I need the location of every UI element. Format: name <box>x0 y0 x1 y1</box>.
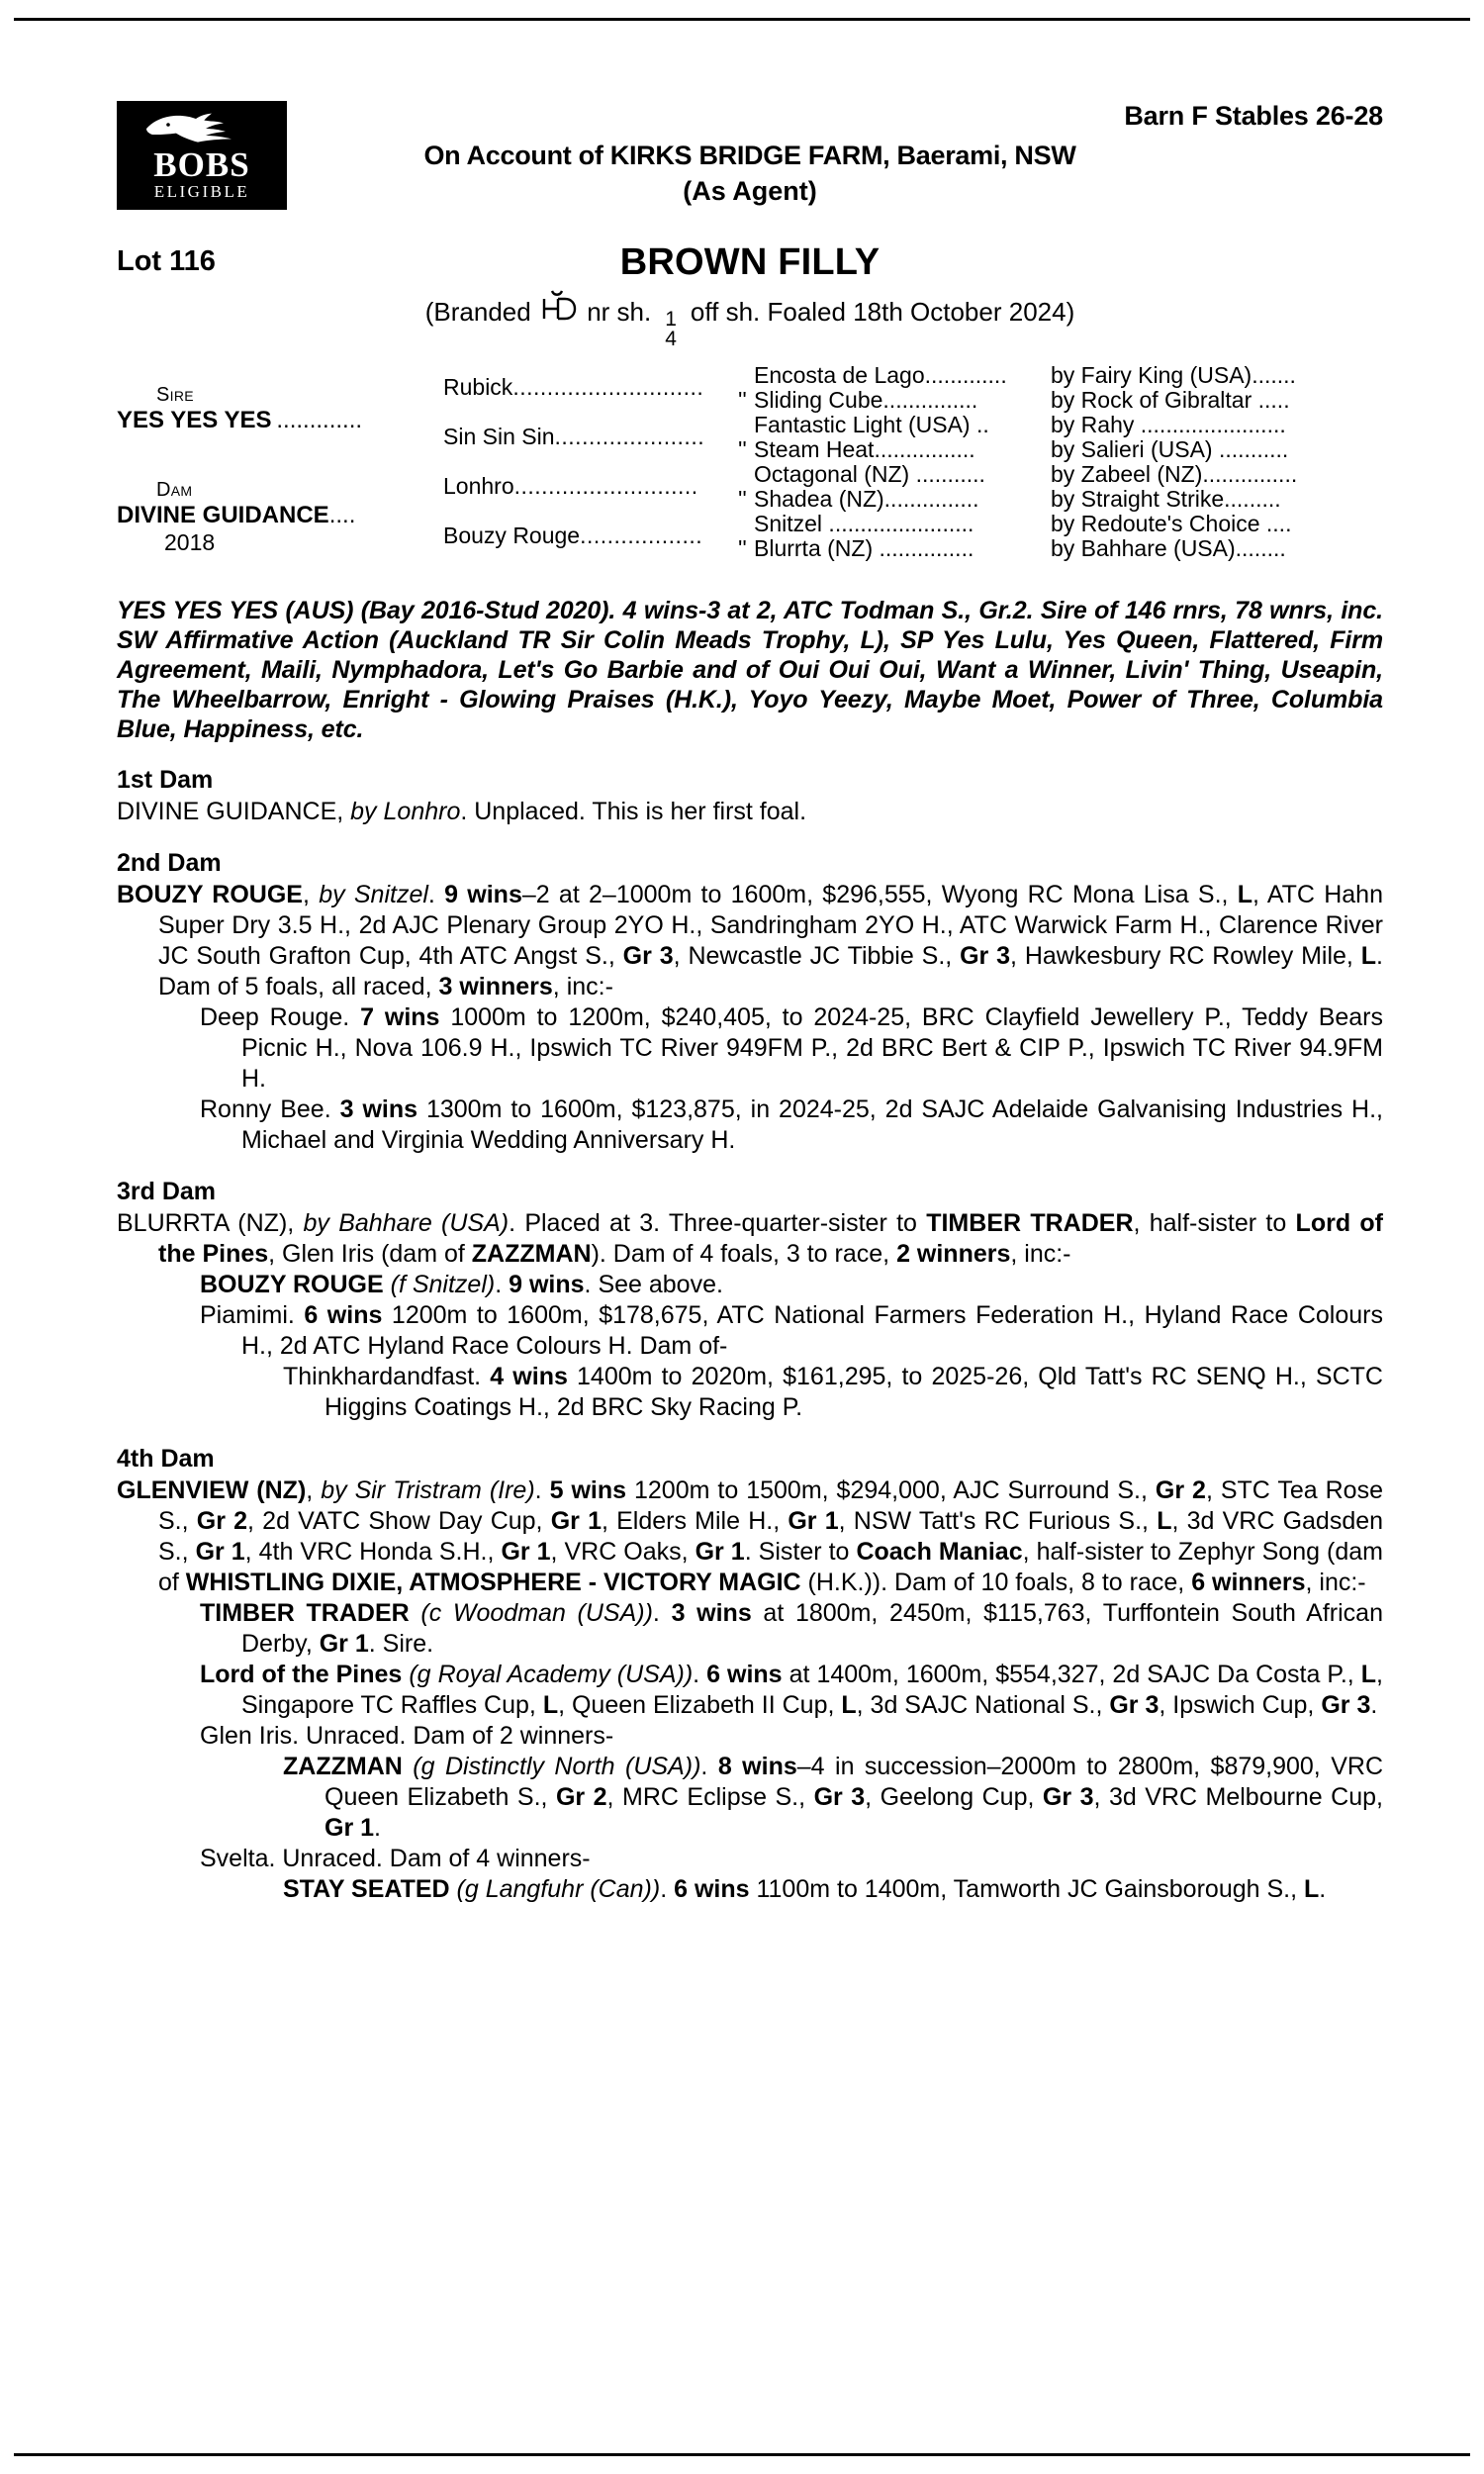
pedigree-entry: Lord of the Pines (g Royal Academy (USA)). 6 wins at 1400m, 1600m, $554,327, 2d SAJC Da Costa P., L, Singapore TC Raffles Cup, L, Queen Elizabeth II Cup, L, 3d SAJC National S., Gr 3, Ipswich Cup, Gr 3. <box>200 1661 1383 1719</box>
pedigree-gp-row <box>738 436 1383 461</box>
pedigree-gp-row <box>738 362 1383 387</box>
dam-name: DIVINE GUIDANCE.... <box>117 502 356 528</box>
gp-name: Sliding Cube............... <box>754 387 978 413</box>
pedigree-gp-row <box>738 486 1383 511</box>
brand-suffix-text: off sh. Foaled 18th October 2024) <box>690 297 1075 327</box>
pedigree-gp-row <box>738 535 1383 560</box>
gp-name: Snitzel ....................... <box>754 511 974 536</box>
gp-name: Octagonal (NZ) ........... <box>754 461 985 487</box>
gp-ditto-mark: '' <box>738 486 747 512</box>
page-top-rule <box>14 18 1470 21</box>
dam-section-heading: 4th Dam <box>117 1445 215 1473</box>
dam-label: Dam <box>156 479 193 501</box>
hd-brand-icon <box>539 295 579 321</box>
lot-title-row <box>117 241 1383 295</box>
brand-fraction <box>665 310 677 349</box>
dam-sections <box>117 766 1383 1905</box>
sire-name: YES YES YES ............. <box>117 407 363 433</box>
pedigree-table <box>117 362 1383 580</box>
page-bottom-rule <box>14 2453 1470 2456</box>
gp-name: Shadea (NZ)............... <box>754 486 979 512</box>
page-content <box>117 79 1383 1905</box>
fraction-denominator: 4 <box>665 328 677 350</box>
dam-block <box>117 479 355 556</box>
gp-name: Fantastic Light (USA) .. <box>754 412 989 437</box>
sire-label: Sire <box>156 384 194 406</box>
pedigree-entry: ZAZZMAN (g Distinctly North (USA)). 8 wins–4 in succession–2000m to 2800m, $879,900, VRC Queen Elizabeth S., Gr 2, MRC Eclipse S., Gr 3, Geelong Cup, Gr 3, 3d VRC Melbourne Cup, Gr 1. <box>283 1753 1383 1842</box>
gp-sire: by Zabeel (NZ)............... <box>1051 461 1298 487</box>
gp-sire: by Straight Strike......... <box>1051 486 1281 512</box>
gp-sire: by Salieri (USA) ........... <box>1051 436 1289 462</box>
gp-name: Blurrta (NZ) ............... <box>754 535 974 561</box>
as-agent-label: (As Agent) <box>683 176 817 206</box>
brand-near-shoulder-text: nr sh. <box>587 297 652 327</box>
sire-block <box>117 384 362 434</box>
logo-bobs-text: BOBS <box>153 145 250 184</box>
pedigree-entry: BLURRTA (NZ), by Bahhare (USA). Placed at 3. Three-quarter-sister to TIMBER TRADER, half-sister to Lord of the Pines, Glen Iris (dam of ZAZZMAN). Dam of 4 foals, 3 to race, 2 winners, inc:- <box>117 1209 1383 1268</box>
gp-ditto-mark: '' <box>738 436 747 462</box>
pedigree-gp-row <box>738 412 1383 436</box>
gp-sire: by Bahhare (USA)........ <box>1051 535 1286 561</box>
pedigree-entry: Glen Iris. Unraced. Dam of 2 winners- <box>200 1722 614 1750</box>
pedigree-entry: DIVINE GUIDANCE, by Lonhro. Unplaced. This is her first foal. <box>117 798 807 825</box>
page-header <box>117 79 1383 245</box>
gp-sire: by Fairy King (USA)....... <box>1051 362 1296 388</box>
pedigree-mid-row-4: Bouzy Rouge.................. <box>443 523 703 548</box>
pedigree-gp-row <box>738 511 1383 535</box>
pedigree-gp-row <box>738 461 1383 486</box>
dam-section-heading: 1st Dam <box>117 766 214 794</box>
pedigree-entry: GLENVIEW (NZ), by Sir Tristram (Ire). 5 wins 1200m to 1500m, $294,000, AJC Surround S., Gr 2, STC Tea Rose S., Gr 2, 2d VATC Show Day Cup, Gr 1, Elders Mile H., Gr 1, NSW Tatt's RC Furious S., L, 3d VRC Gadsden S., Gr 1, 4th VRC Honda S.H., Gr 1, VRC Oaks, Gr 1. Sister to Coach Maniac, half-sister to Zephyr Song (dam of WHISTLING DIXIE, ATMOSPHERE - VICTORY MAGIC (H.K.)). Dam of 10 foals, 8 to race, 6 winners, inc:- <box>117 1476 1384 1596</box>
account-of-label: On Account of KIRKS BRIDGE FARM, Baerami, NSW <box>423 141 1076 170</box>
dam-section-heading: 2nd Dam <box>117 849 222 877</box>
pedigree-entry: Piamimi. 6 wins 1200m to 1600m, $178,675, ATC National Farmers Federation H., Hyland Race Colours H., 2d ATC Hyland Race Colours H. Dam of- <box>200 1301 1383 1360</box>
logo-eligible-text: ELIGIBLE <box>153 182 250 201</box>
lot-number: Lot 116 <box>117 245 216 277</box>
page-title: BROWN FILLY <box>619 241 881 283</box>
sire-summary-paragraph: YES YES YES (AUS) (Bay 2016-Stud 2020). 4 wins-3 at 2, ATC Todman S., Gr.2. Sire of 146 rnrs, 78 wnrs, inc. SW Affirmative Action (Auckland TR Sir Colin Meads Trophy, L), SP Yes Lulu, Yes Queen, Flattered, Firm Agreement, Maili, Nymphadora, Let's Go Barbie and of Oui Oui Oui, Want a Winner, Livin' Thing, Useapin, The Wheelbarrow, Enright - Glowing Praises (H.K.), Yoyo Yeezy, Maybe Moet, Power of Three, Columbia Blue, Happiness, etc. <box>117 597 1383 743</box>
pedigree-entry: Svelta. Unraced. Dam of 4 winners- <box>200 1845 591 1872</box>
pedigree-entry: STAY SEATED (g Langfuhr (Can)). 6 wins 1100m to 1400m, Tamworth JC Gainsborough S., L. <box>283 1875 1327 1903</box>
gp-ditto-mark: '' <box>738 387 747 413</box>
fraction-numerator: 1 <box>665 308 677 331</box>
pedigree-entry: Thinkhardandfast. 4 wins 1400m to 2020m, $161,295, to 2025-26, Qld Tatt's RC SENQ H., SCTC Higgins Coatings H., 2d BRC Sky Racing P. <box>283 1363 1383 1421</box>
gp-sire: by Rahy ....................... <box>1051 412 1286 437</box>
pedigree-entry: BOUZY ROUGE (f Snitzel). 9 wins. See above. <box>200 1271 723 1298</box>
barn-stables-label: Barn F Stables 26-28 <box>1124 101 1383 131</box>
gp-name: Encosta de Lago............. <box>754 362 1007 388</box>
pedigree-mid-row-1: Rubick............................ <box>443 374 704 400</box>
gp-sire: by Rock of Gibraltar ..... <box>1051 387 1290 413</box>
brand-prefix-text: (Branded <box>424 297 531 327</box>
pedigree-great-grandparents-column <box>738 362 1383 560</box>
branding-line <box>117 295 1383 352</box>
pedigree-mid-row-3: Lonhro........................... <box>443 473 698 499</box>
gp-ditto-mark: '' <box>738 535 747 561</box>
dam-section-heading: 3rd Dam <box>117 1178 217 1205</box>
dam-year: 2018 <box>164 529 216 555</box>
pedigree-mid-row-2: Sin Sin Sin...................... <box>443 424 705 449</box>
pedigree-entry: Deep Rouge. 7 wins 1000m to 1200m, $240,405, to 2024-25, BRC Clayfield Jewellery P., Teddy Bears Picnic H., Nova 106.9 H., Ipswich TC River 949FM P., 2d BRC Bert & CIP P., Ipswich TC River 94.9FM H. <box>200 1003 1383 1093</box>
pedigree-entry: TIMBER TRADER (c Woodman (USA)). 3 wins at 1800m, 2450m, $115,763, Turffontein South African Derby, Gr 1. Sire. <box>200 1599 1383 1658</box>
pedigree-entry: BOUZY ROUGE, by Snitzel. 9 wins–2 at 2–1000m to 1600m, $296,555, Wyong RC Mona Lisa S., L, ATC Hahn Super Dry 3.5 H., 2d AJC Plenary Group 2YO H., Sandringham 2YO H., ATC Warwick Farm H., Clarence River JC South Grafton Cup, 4th ATC Angst S., Gr 3, Newcastle JC Tibbie S., Gr 3, Hawkesbury RC Rowley Mile, L. Dam of 5 foals, all raced, 3 winners, inc:- <box>117 881 1383 1000</box>
gp-sire: by Redoute's Choice .... <box>1051 511 1292 536</box>
gp-name: Steam Heat................ <box>754 436 975 462</box>
pedigree-entry: Ronny Bee. 3 wins 1300m to 1600m, $123,875, in 2024-25, 2d SAJC Adelaide Galvanising Industries H., Michael and Virginia Wedding Anniversary H. <box>200 1095 1383 1154</box>
pedigree-gp-row <box>738 387 1383 412</box>
